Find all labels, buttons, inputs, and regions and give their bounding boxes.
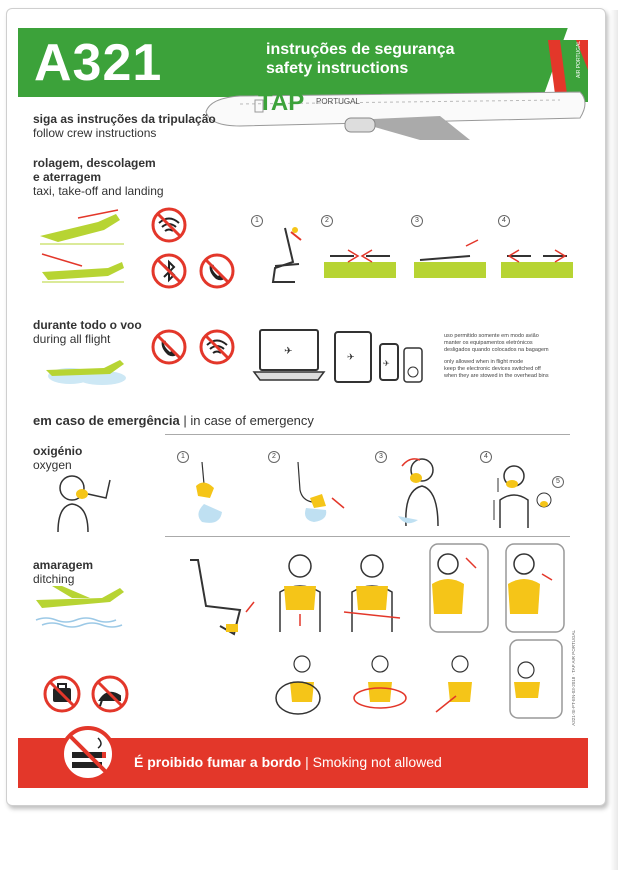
- lifevest-strap-illustration: [340, 552, 404, 634]
- oxygen-step3-illustration: [392, 456, 448, 528]
- oxygen-pt: oxigénio: [33, 444, 83, 458]
- livery-text: PORTUGAL: [316, 97, 360, 106]
- no-phone-icon: [198, 252, 236, 290]
- device-notes: [444, 333, 549, 380]
- emergency-en: in case of emergency: [190, 413, 314, 428]
- card-code: A321-SI-PT-EN-03-2018 · TAP AIR PORTUGAL: [571, 630, 576, 726]
- landing-arrow: [42, 254, 82, 266]
- phone-icon: [378, 342, 400, 382]
- oxygen-step-4: 4: [480, 451, 492, 463]
- crew-en: follow crew instructions: [33, 126, 157, 140]
- ditching-plane-icon: [32, 580, 132, 628]
- belt-release-illustration: [497, 236, 577, 284]
- tablet-icon: [333, 330, 373, 384]
- device-note-en-3: when they are stowed in the overhead bins: [444, 373, 549, 379]
- no-phone-flight-icon: [150, 328, 188, 366]
- child-lifevest-2: [346, 652, 416, 722]
- no-wifi-icon: [150, 206, 188, 244]
- taxi-pt-1: rolagem, descolagem: [33, 156, 156, 170]
- no-smoking-icon: [58, 724, 118, 784]
- device-note-en-2: keep the electronic devices switched off: [444, 366, 541, 372]
- oxygen-step-1: 1: [177, 451, 189, 463]
- crew-pt: siga as instruções da tripulação: [33, 112, 216, 126]
- no-high-heels-icon: [90, 674, 130, 714]
- taxi-section-label: [33, 156, 164, 198]
- svg-text:✈: ✈: [383, 359, 390, 368]
- device-note-pt-2: manter os equipamentos eletrónicos: [444, 340, 533, 346]
- no-smoking-label: [134, 754, 442, 770]
- no-smoking-pt: É proibido fumar a bordo: [134, 754, 302, 770]
- aircraft-model: A321: [34, 34, 163, 92]
- no-wifi-flight-icon: [198, 328, 236, 366]
- oxygen-step1-illustration: [190, 460, 240, 526]
- music-player-icon: [402, 346, 424, 384]
- device-note-pt-1: uso permitido somente em modo avião: [444, 333, 539, 339]
- landing-icon: [38, 250, 128, 286]
- no-smoking-banner: [18, 738, 588, 788]
- engine: [345, 118, 375, 132]
- svg-text:✈: ✈: [284, 346, 293, 357]
- taxi-pt-2: e aterragem: [33, 170, 102, 184]
- flight-pt: durante todo o voo: [33, 318, 142, 332]
- card-edge: [610, 10, 618, 870]
- aircraft-illustration: [200, 40, 590, 140]
- oxygen-step2-illustration: [292, 460, 354, 526]
- oxygen-mask-person-icon: [44, 472, 124, 534]
- ditching-en: ditching: [33, 572, 75, 586]
- no-smoking-sep: |: [305, 754, 309, 770]
- landing-plane: [42, 262, 124, 280]
- oxygen-step-5: 5: [552, 476, 564, 488]
- takeoff-icon: [38, 208, 128, 248]
- oxygen-step-3: 3: [375, 451, 387, 463]
- lifevest-exit-illustration: [496, 544, 566, 634]
- crew-instructions: [33, 112, 216, 140]
- flight-en: during all flight: [33, 332, 111, 346]
- emergency-divider: [165, 434, 570, 435]
- belt-fasten-illustration: [320, 236, 400, 284]
- child-lifevest-1: [268, 652, 338, 722]
- seatbelt-step-4: 4: [498, 215, 510, 227]
- title-pt: instruções de segurança: [266, 41, 455, 58]
- seat-upright-illustration: [255, 222, 315, 292]
- oxygen-step4-5-illustration: [492, 460, 562, 530]
- seatbelt-step-3: 3: [411, 215, 423, 227]
- oxygen-step-2: 2: [268, 451, 280, 463]
- flight-section-label: [33, 318, 142, 346]
- tap-logo: TAP: [258, 89, 305, 116]
- no-bluetooth-icon: [150, 252, 188, 290]
- seatbelt-step-2: 2: [321, 215, 333, 227]
- child-lifevest-3: [426, 652, 496, 722]
- laptop-icon: [252, 328, 326, 384]
- seatbelt-step-1: 1: [251, 215, 263, 227]
- in-flight-icon: [40, 352, 130, 388]
- taxi-en: taxi, take-off and landing: [33, 184, 164, 198]
- ditching-pt: amaragem: [33, 558, 94, 572]
- lifevest-don-illustration: [270, 552, 330, 634]
- oxygen-label: [33, 444, 82, 472]
- svg-text:✈: ✈: [347, 353, 355, 363]
- lifevest-under-seat-illustration: [180, 554, 260, 644]
- lifevest-inflate-illustration: [420, 544, 490, 634]
- title-en: safety instructions: [266, 60, 409, 77]
- child-lifevest-4: [500, 640, 566, 720]
- device-note-pt-3: desligados quando colocados na bagagem: [444, 347, 549, 353]
- emergency-header: [33, 414, 314, 428]
- emergency-pt: em caso de emergência: [33, 413, 180, 428]
- tail-text: AIR PORTUGAL: [576, 40, 582, 78]
- emergency-sep: |: [183, 413, 187, 428]
- belt-tighten-illustration: [410, 236, 490, 284]
- no-smoking-en: Smoking not allowed: [312, 754, 442, 770]
- oxygen-divider: [165, 536, 570, 537]
- oxygen-en: oxygen: [33, 458, 72, 472]
- no-baggage-icon: [42, 674, 82, 714]
- device-note-en-1: only allowed when in flight mode: [444, 359, 524, 365]
